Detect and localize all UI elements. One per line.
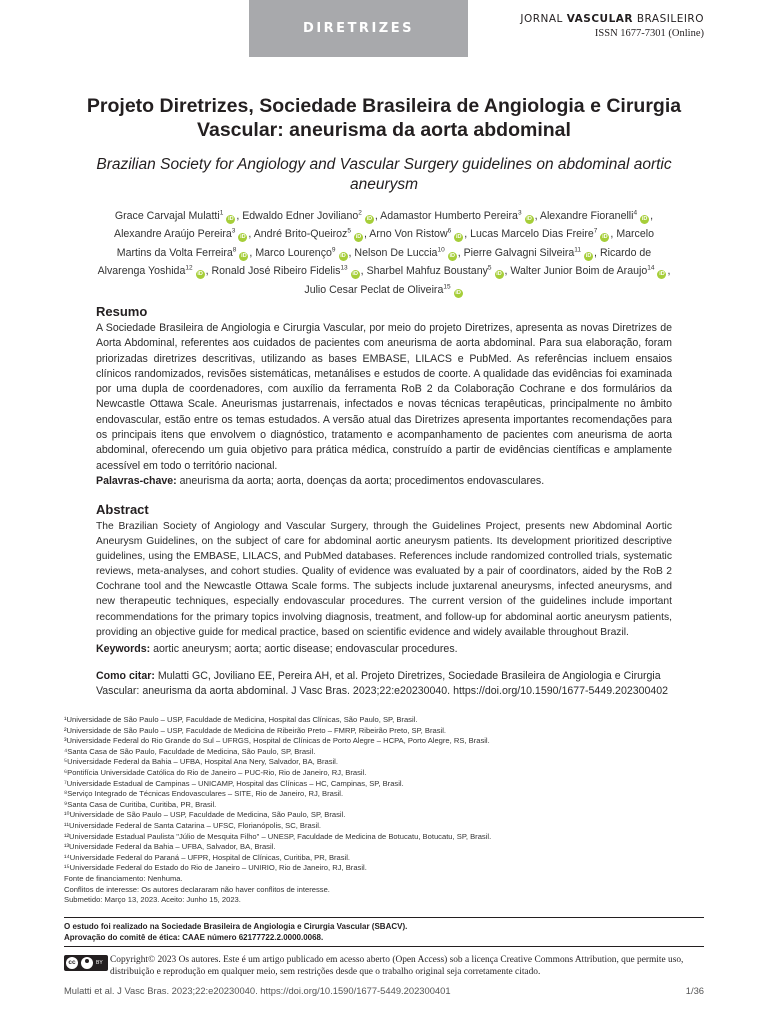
affiliation-line: ⁴Santa Casa de São Paulo, Faculdade de Medicina, São Paulo, SP, Brasil.: [64, 746, 316, 756]
affiliation-line: ⁶Pontifícia Universidade Católica do Rio de Janeiro – PUC-Rio, Rio de Janeiro, RJ, Brasil.: [64, 767, 367, 777]
author-affiliation-number: 13: [340, 264, 348, 272]
keywords: Keywords: aortic aneurysm; aorta; aortic disease; endovascular procedures.: [96, 643, 458, 655]
author: Marcelo Martins da Volta Ferreira$^8$iD ,: [116, 228, 654, 259]
author: Adamastor Humberto Pereira$^3$iD ,: [380, 209, 538, 222]
author-affiliation-number: 6: [447, 227, 452, 235]
author: Marco Lourenço$^9$iD ,: [255, 246, 352, 259]
author: Edwaldo Edner Joviliano$^2$iD ,: [242, 209, 378, 222]
author: Alexandre Araújo Pereira$^3$iD ,: [114, 227, 252, 241]
orcid-icon[interactable]: iD: [455, 289, 461, 296]
author: Walter Junior Boim de Araujo$^{14}$iD ,: [510, 264, 671, 278]
affiliation-line: ¹Universidade de São Paulo – USP, Faculdade de Medicina, Hospital das Clínicas, São Paulo, SP, Brasil.: [64, 715, 418, 724]
author-name: Grace Carvajal Mulatti: [114, 209, 220, 222]
affiliation-line: ²Universidade de São Paulo – USP, Faculdade de Medicina de Ribeirão Preto – FMRP, Ribeirão Preto, SP, Brasil.: [64, 725, 447, 735]
author: Pierre Galvagni Silveira$^{11}$iD ,: [463, 246, 597, 259]
page-number: 1/36: [685, 985, 704, 996]
divider: [64, 917, 704, 918]
affiliation-line: ⁵Universidade Federal da Bahia – UFBA, Hospital Ana Nery, Salvador, BA, Brasil.: [64, 757, 338, 767]
affiliation-line: ³Universidade Federal do Rio Grande do Sul – UFRGS, Hospital de Clínicas de Porto Alegre – HCPA, Porto Alegre, RS, Brasil.: [64, 736, 490, 746]
affiliation-line: ⁸Serviço Integrado de Técnicas Endovasculares – SITE, Rio de Janeiro, RJ, Brasil.: [64, 789, 344, 799]
section-tab: DIRETRIZES: [249, 0, 468, 57]
sbacv-note: O estudo foi realizado na Sociedade Brasileira de Angiologia e Cirurgia Vascular (SBACV). Aprovação do comitê de ética: CAAE número 62177722.2.0000.0068.: [64, 922, 408, 942]
author: André Brito-Queiroz$^5$iD ,: [253, 227, 367, 241]
author-name: Alexandre Fioranelli: [539, 209, 634, 222]
affiliation-line: ¹⁰Universidade de São Paulo – USP, Faculdade de Medicina, São Paulo, SP, Brasil.: [64, 810, 346, 820]
author-name: Pierre Galvagni Silveira: [463, 246, 575, 259]
author-name: Ronald José Ribeiro Fidelis: [211, 265, 341, 278]
author: Arno Von Ristow$^6$iD ,: [369, 227, 468, 241]
cc-icon: cc: [66, 957, 78, 969]
author-affiliation-number: 9: [331, 246, 336, 254]
author-name: Alexandre Araújo Pereira: [114, 228, 232, 241]
by-label: BY: [96, 960, 103, 966]
author-affiliation-number: 11: [574, 246, 582, 254]
abstract-text: The Brazilian Society of Angiology and Vascular Surgery, through the Guidelines Project, presents new Abdominal Aortic Aneurysm Guidelines, on the subject of care for abdominal aortic aneurysm patients. Its development prioritized descriptive guidelines, using the EMBASE, LILACS, and PubMed databases. References include randomized controlled trials, systematic reviews, meta-analyses, and cohort studies. Quality of evidence was evaluated by a pair of coordinators, aided by the RoB 2 Cochrane tool and the Newcastle Ottawa Scale forms. The subjects include juxtarenal aneurysms, infected aneurysms, and new therapeutic techniques, especially endovascular procedures. The current version of the guidelines include important recommendations for the primary topics involving diagnosis, treatment, and follow-up for abdominal aortic aneurysm patients, providing an objective guide for medical practice, based on scientific evidence and widely available throughout Brazil.: [96, 521, 672, 638]
orcid-icon[interactable]: iD: [449, 252, 455, 259]
affiliation-line: ¹⁵Universidade Federal do Estado do Rio de Janeiro – UNIRIO, Rio de Janeiro, RJ, Brasil.: [64, 863, 367, 873]
orcid-icon[interactable]: iD: [659, 271, 665, 278]
author-affiliation-number: 10: [437, 246, 445, 254]
orcid-icon[interactable]: iD: [197, 271, 203, 278]
author: Ricardo de Alvarenga Yoshida$^{12}$iD ,: [97, 246, 652, 278]
footer-citation: Mulatti et al. J Vasc Bras. 2023;22:e20230040. https://doi.org/10.1590/1677-5449.202300401: [64, 985, 451, 996]
affiliation-line: Submetido: Março 13, 2023. Aceito: Junho 15, 2023.: [64, 895, 241, 905]
abstract-heading: Abstract: [96, 502, 149, 517]
orcid-icon[interactable]: iD: [352, 271, 358, 278]
author: Ronald José Ribeiro Fidelis$^{13}$iD ,: [211, 264, 364, 278]
author-name: Ricardo de Alvarenga Yoshida: [97, 246, 652, 278]
author-name: André Brito-Queiroz: [253, 228, 348, 241]
author-name: Marco Lourenço: [255, 246, 332, 259]
author-name: Arno Von Ristow: [369, 228, 448, 241]
author-name: Marcelo Martins da Volta Ferreira: [116, 228, 654, 259]
copyright-notice: Copyright© 2023 Os autores. Este é um artigo publicado em acesso aberto (Open Access) sob a licença Creative Commons Attribution, que permite uso, distribuição e reprodução em qualquer meio, sem restrições desde que o trabalho original seja corretamente citado.: [110, 955, 684, 977]
affiliation-line: ⁹Santa Casa de Curitiba, Curitiba, PR, Brasil.: [64, 799, 217, 809]
author-name: Adamastor Humberto Pereira: [380, 209, 518, 222]
cc-by-license-badge[interactable]: [64, 955, 108, 971]
journal-name: JORNAL VASCULAR BRASILEIRO: [520, 13, 704, 25]
author: Alexandre Fioranelli$^4$iD ,: [539, 209, 654, 222]
author-affiliation-number: 14: [647, 264, 655, 272]
orcid-icon[interactable]: iD: [240, 234, 246, 241]
author-affiliation-number: 8: [232, 246, 237, 254]
author-affiliation-number: 15: [443, 283, 451, 291]
resumo-heading: Resumo: [96, 304, 148, 319]
journal-issn: ISSN 1677-7301 (Online): [594, 28, 704, 39]
author-name: Lucas Marcelo Dias Freire: [470, 228, 594, 241]
author: Sharbel Mahfuz Boustany$^5$iD ,: [366, 264, 508, 278]
orcid-icon[interactable]: iD: [366, 215, 373, 222]
author-affiliation-number: 3: [231, 227, 236, 235]
affiliation-line: Fonte de financiamento: Nenhuma.: [64, 873, 183, 883]
orcid-icon[interactable]: iD: [496, 271, 502, 278]
orcid-icon[interactable]: iD: [241, 252, 247, 259]
article-subtitle: Brazilian Society for Angiology and Vascular Surgery guidelines on abdominal aortic aneurysm: [96, 156, 672, 193]
palavras-chave: Palavras-chave: aneurisma da aorta; aorta, doenças da aorta; procedimentos endovasculares.: [96, 475, 545, 487]
orcid-icon[interactable]: iD: [641, 215, 648, 222]
author: [304, 284, 463, 296]
author: Grace Carvajal Mulatti$^1$iD ,: [114, 209, 240, 222]
author-affiliation-number: 4: [633, 209, 638, 216]
affiliation-line: ¹²Universidade Estadual Paulista "Júlio de Mesquita Filho" – UNESP, Faculdade de Medicina de Botucatu, Botucatu, SP, Brasil.: [64, 831, 492, 841]
orcid-icon[interactable]: iD: [355, 234, 362, 241]
orcid-icon[interactable]: iD: [526, 215, 532, 222]
author-affiliation-number: 3: [517, 209, 522, 216]
affiliation-line: ¹³Universidade Federal da Bahia – UFBA, Salvador, BA, Brasil.: [64, 842, 276, 852]
orcid-icon[interactable]: iD: [455, 234, 462, 241]
author-list: [96, 205, 672, 298]
author-name: Edwaldo Edner Joviliano: [242, 209, 359, 222]
resumo-text: A Sociedade Brasileira de Angiologia e Cirurgia Vascular, por meio do projeto Diretrizes, apresenta as novas Diretrizes de Aorta Abdominal, referentes aos cuidados de pacientes com aneurisma de aorta abdominal. Para sua elaboração, foram priorizadas diretrizes descritivas, utilizando as bases EMBASE, LILACS e PubMed. As referências incluem ensaios clínicos randomizados, revisões sistemáticas, metanálises e estudos de coorte. A qualidade das evidências foi examinada por uma dupla de coordenadores, com auxílio da ferramenta RoB 2 da Colaboração Cochrane e dos formulários da Newcastle Ottawa Scale. Aneurismas justarrenais, infectados e novas técnicas terapêuticas, principalmente no âmbito endovascular, estão entre os temas estudados. A versão atual das Diretrizes apresenta importantes recomendações para os principais itens que envolvem o diagnóstico, tratamento e acompanhamento de pacientes com aneurisma de aorta abdominal, oferecendo um guia objetivo para prática médica, construído a partir de evidências científicas e amplamente acessível em todo o território nacional.: [96, 322, 672, 472]
author-affiliation-number: 5: [487, 264, 492, 272]
author-affiliation-number: 12: [185, 264, 193, 272]
orcid-icon[interactable]: iD: [585, 252, 592, 259]
journal-masthead: [520, 13, 704, 39]
affiliation-line: ¹⁴Universidade Federal do Paraná – UFPR, Hospital de Clínicas, Curitiba, PR, Brasil.: [64, 852, 351, 862]
orcid-icon[interactable]: iD: [602, 234, 608, 241]
author: Lucas Marcelo Dias Freire$^7$iD ,: [470, 227, 614, 241]
author-affiliation-number: 7: [593, 227, 598, 235]
affiliation-line: ⁷Universidade Estadual de Campinas – UNICAMP, Hospital das Clínicas – HC, Campinas, SP, Brasil.: [64, 778, 404, 788]
affiliations: [64, 715, 684, 906]
author-affiliation-number: 2: [358, 209, 362, 216]
affiliation-line: ¹¹Universidade Federal de Santa Catarina – UFSC, Florianópolis, SC, Brasil.: [64, 820, 322, 830]
author-name: Nelson De Luccia: [354, 246, 438, 259]
author-affiliation-number: 1: [219, 209, 224, 216]
divider: [64, 946, 704, 947]
author-name: Walter Junior Boim de Araujo: [510, 265, 648, 278]
author-name: Sharbel Mahfuz Boustany: [366, 265, 488, 278]
article-title: Projeto Diretrizes, Sociedade Brasileira de Angiologia e Cirurgia Vascular: aneurisma da aorta abdominal: [86, 95, 682, 141]
orcid-icon[interactable]: iD: [228, 215, 234, 222]
attribution-person-icon: [81, 957, 93, 969]
author-name: Julio Cesar Peclat de Oliveira: [304, 283, 444, 296]
affiliation-line: Conflitos de interesse: Os autores declararam não haver conflitos de interesse.: [64, 884, 330, 894]
orcid-icon[interactable]: iD: [340, 252, 346, 259]
author: Nelson De Luccia$^{10}$iD ,: [354, 246, 461, 259]
how-to-cite: Como citar: Mulatti GC, Joviliano EE, Pereira AH, et al. Projeto Diretrizes, Sociedade Brasileira de Angiologia e Cirurgia Vascular: aneurisma da aorta abdominal. J Vasc Bras. 2023;22:e20230040. https://doi.org/10.1590/1677-5449.202300402: [96, 670, 669, 697]
author-affiliation-number: 5: [347, 227, 351, 235]
